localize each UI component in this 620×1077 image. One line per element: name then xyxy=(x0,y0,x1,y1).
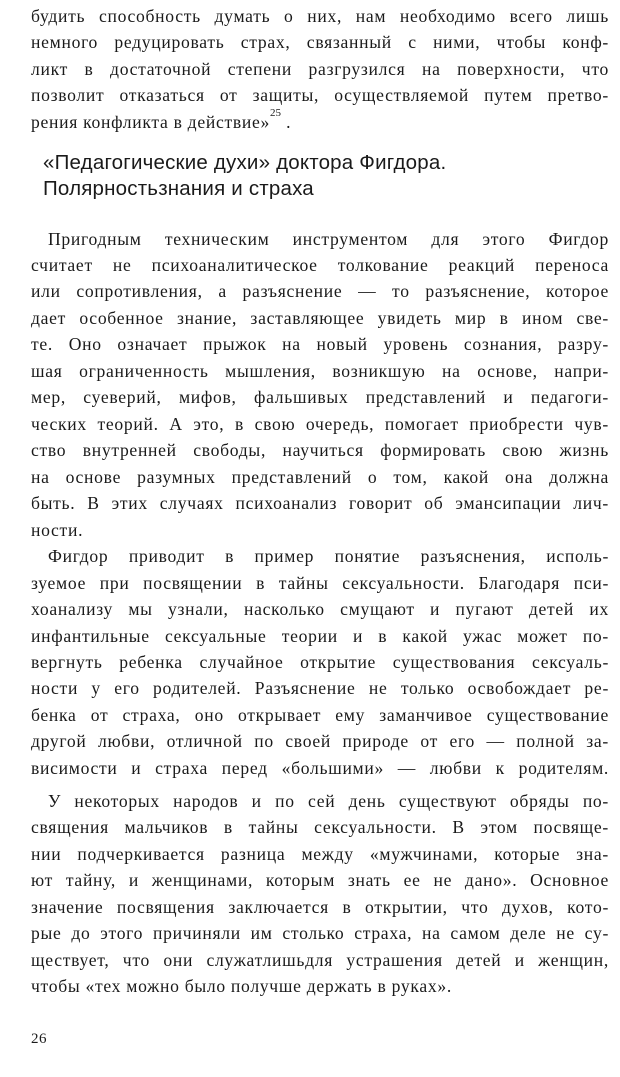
text-line: или сопротивления, а разъяснение — то разъяснение, которое xyxy=(31,281,609,301)
text-line: висимости и страха перед «большими» — любви к родителям. xyxy=(31,758,609,778)
text-line: ности у его родителей. Разъяснение не только освобождает ре- xyxy=(31,678,609,698)
text-line: хоанализу мы узнали, насколько смущают и пугают детей их xyxy=(31,599,609,619)
text-line: немного редуцировать страх, связанный с ними, чтобы конф- xyxy=(31,32,609,52)
text-line: мер, суеверий, мифов, фальшивых представлений и педагоги- xyxy=(31,387,609,407)
text-line: У некоторых народов и по сей день существуют обряды по- xyxy=(48,791,609,811)
text-line: священия мальчиков в тайны сексуальности. В этом посвяще- xyxy=(31,817,609,837)
section-heading-line-1: «Педагогические духи» доктора Фигдора. xyxy=(43,151,447,174)
text-fragment: рения конфликта в действие» xyxy=(31,112,270,132)
text-line: шая ограниченность мышления, возникшую на основе, напри- xyxy=(31,361,609,381)
text-line: будить способность думать о них, нам необходимо всего лишь xyxy=(31,6,609,26)
text-line: вергнуть ребенка случайное открытие существования сексуаль- xyxy=(31,652,609,672)
text-line: позволит отказаться от защиты, осуществляемой путем претво- xyxy=(31,85,609,105)
text-line: на основе разумных представлений о том, какой она должна xyxy=(31,467,609,487)
text-line: дает особенное знание, заставляющее увидеть мир в ином све- xyxy=(31,308,609,328)
text-line: те. Оно означает прыжок на новый уровень сознания, разру- xyxy=(31,334,609,354)
text-line: быть. В этих случаях психоанализ говорит об эмансипации лич- xyxy=(31,493,609,513)
text-line: значение посвящения заключается в открытии, что духов, кото- xyxy=(31,897,609,917)
footnote-reference: 25 xyxy=(270,107,281,119)
text-line: ческих теорий. А это, в свою очередь, помогает приобрести чув- xyxy=(31,414,609,434)
text-line: бенка от страха, оно открывает ему заманчивое существование xyxy=(31,705,609,725)
text-line: ликт в достаточной степени разгрузился на поверхности, что xyxy=(31,59,609,79)
page-number: 26 xyxy=(31,1031,47,1047)
text-line: другой любви, отличной по своей природе от его — полной за- xyxy=(31,731,609,751)
text-line: рые до этого причиняли им столько страха, на самом деле не су- xyxy=(31,923,609,943)
text-line: считает не психоаналитическое толкование реакций переноса xyxy=(31,255,609,275)
text-line: Фигдор приводит в пример понятие разъяснения, исполь- xyxy=(48,546,609,566)
text-fragment: . xyxy=(286,112,292,132)
text-line: ют тайну, и женщинами, которым знать ее не дано». Основное xyxy=(31,870,609,890)
text-line: Пригодным техническим инструментом для этого Фигдор xyxy=(48,229,609,249)
text-line: ство внутренней свободы, научиться формировать свою жизнь xyxy=(31,440,609,460)
text-line: зуемое при посвящении в тайны сексуальности. Благодаря пси- xyxy=(31,573,609,593)
text-line: нии подчеркивается разница между «мужчинами, которые зна- xyxy=(31,844,609,864)
section-heading-line-2: Полярностьзнания и страха xyxy=(43,177,314,200)
text-line: ности. xyxy=(31,520,84,540)
book-page xyxy=(31,0,609,1077)
text-line: инфантильные сексуальные теории и в какой ужас может по- xyxy=(31,626,609,646)
text-line-last xyxy=(31,108,609,139)
text-line: чтобы «тех можно было получше держать в руках». xyxy=(31,976,452,996)
text-line: ществует, что они служатлишьдля устрашения детей и женщин, xyxy=(31,950,609,970)
